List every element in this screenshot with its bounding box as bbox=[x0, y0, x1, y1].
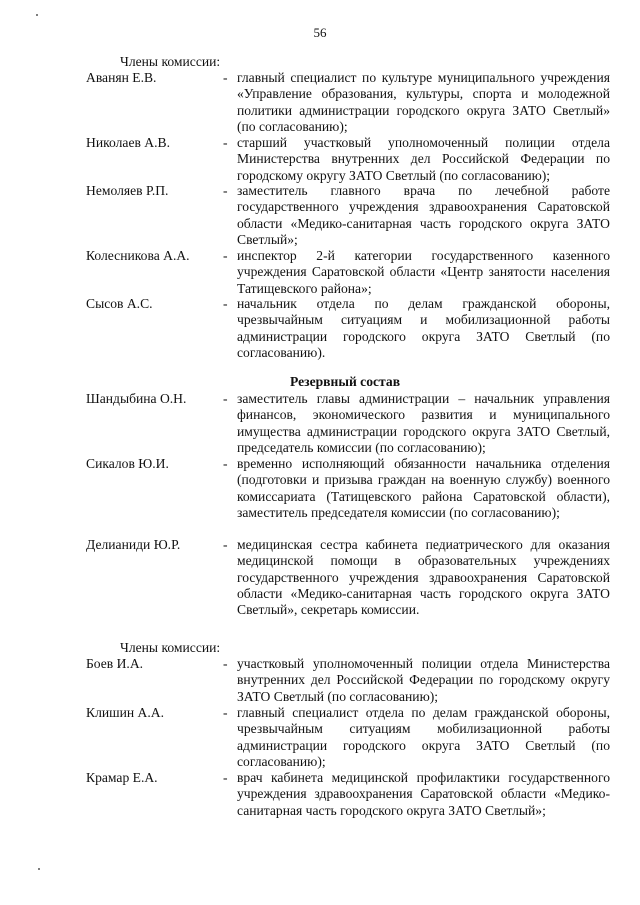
member-entry bbox=[86, 248, 610, 297]
member-entry bbox=[86, 296, 610, 361]
member-entry bbox=[86, 770, 610, 819]
member-name: Колесникова А.А. bbox=[86, 248, 190, 263]
member-entry bbox=[86, 70, 610, 135]
member-description: заместитель главного врача по лечебной работе государственного учреждения здравоохранения Саратовской области «Медико-санитарная часть городского округа ЗАТО Светлый»; bbox=[237, 183, 610, 247]
member-dash: - bbox=[223, 656, 228, 671]
member-dash: - bbox=[223, 183, 228, 198]
member-description: участковый уполномоченный полиции отдела Министерства внутренних дел Российской Федерации по городскому округу ЗАТО Светлый (по согласованию); bbox=[237, 656, 610, 704]
member-description: главный специалист по культуре муниципального учреждения «Управление образования, культуры, спорта и молодежной политики администрации городского округа ЗАТО Светлый» (по согласованию); bbox=[237, 70, 610, 134]
member-description: инспектор 2-й категории государственного казенного учреждения Саратовской области «Центр занятости населения Татищевского района»; bbox=[237, 248, 610, 296]
reserve-entry bbox=[86, 391, 610, 456]
reserve-title: Резервный состав bbox=[289, 374, 401, 389]
section1-heading: Члены комиссии: bbox=[120, 54, 221, 69]
member-name: Шандыбина О.Н. bbox=[86, 391, 187, 406]
member-name: Боев И.А. bbox=[86, 656, 144, 671]
member-entry bbox=[86, 183, 610, 248]
member-name: Сысов А.С. bbox=[86, 296, 153, 311]
member-dash: - bbox=[223, 705, 228, 720]
scan-speck bbox=[36, 14, 38, 16]
member-dash: - bbox=[223, 391, 228, 406]
member-entry bbox=[86, 656, 610, 705]
member-description: врач кабинета медицинской профилактики государственного учреждения здравоохранения Саратовской области «Медико-санитарная часть городского округа ЗАТО Светлый»; bbox=[237, 770, 610, 818]
section2-heading: Члены комиссии: bbox=[120, 640, 221, 655]
member-name: Аванян Е.В. bbox=[86, 70, 157, 85]
member-name: Николаев А.В. bbox=[86, 135, 170, 150]
member-name: Крамар Е.А. bbox=[86, 770, 158, 785]
member-name: Клишин А.А. bbox=[86, 705, 164, 720]
member-description: временно исполняющий обязанности начальника отделения (подготовки и призыва граждан на военную службу) военного комиссариата (Татищевского района Саратовской области), заместитель председателя комиссии (по согласованию); bbox=[237, 456, 610, 520]
reserve-entry bbox=[86, 456, 610, 521]
reserve-entry bbox=[86, 537, 610, 618]
member-entry bbox=[86, 135, 610, 184]
member-description: главный специалист отдела по делам гражданской обороны, чрезвычайным ситуациям мобилизационной работы администрации городского округа ЗАТО Светлый (по согласованию); bbox=[237, 705, 610, 769]
member-dash: - bbox=[223, 537, 228, 552]
member-dash: - bbox=[223, 70, 228, 85]
member-dash: - bbox=[223, 248, 228, 263]
member-dash: - bbox=[223, 296, 228, 311]
member-name: Немоляев Р.П. bbox=[86, 183, 169, 198]
member-dash: - bbox=[223, 770, 228, 785]
member-description: старший участковый уполномоченный полиции отдела Министерства внутренних дел Российской Федерации по городскому округу ЗАТО Светлый (по согласованию); bbox=[237, 135, 610, 183]
member-entry bbox=[86, 705, 610, 770]
member-description: медицинская сестра кабинета педиатрического для оказания медицинской помощи в образовательных учреждениях государственного учреждения здравоохранения Саратовской области «Медико-санитарная часть городского округа ЗАТО Светлый», секретарь комиссии. bbox=[237, 537, 610, 618]
member-name: Делианиди Ю.Р. bbox=[86, 537, 181, 552]
member-name: Сикалов Ю.И. bbox=[86, 456, 169, 471]
scan-speck bbox=[38, 868, 40, 870]
member-dash: - bbox=[223, 135, 228, 150]
member-description: заместитель главы администрации – начальник управления финансов, экономического развития и муниципального имущества администрации городского округа ЗАТО Светлый, председатель комиссии (по согласованию); bbox=[237, 391, 610, 455]
member-description: начальник отдела по делам гражданской обороны, чрезвычайным ситуациям и мобилизационной работы администрации городского округа ЗАТО Светлый (по согласованию). bbox=[237, 296, 610, 360]
member-dash: - bbox=[223, 456, 228, 471]
page-number: 56 bbox=[313, 25, 327, 40]
